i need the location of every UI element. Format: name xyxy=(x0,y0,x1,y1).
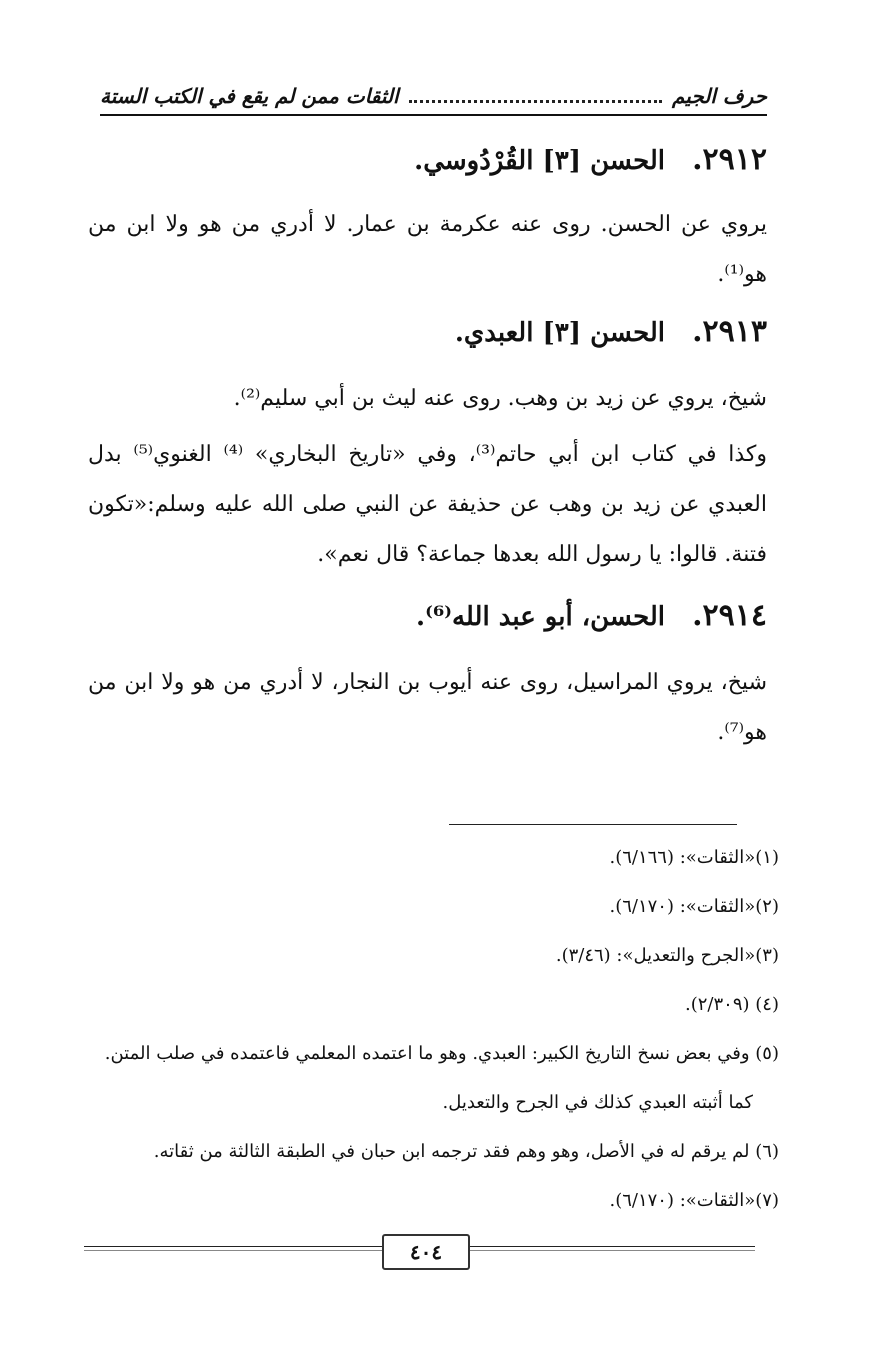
footnote: (٧)«الثقات»: (٦/١٧٠). xyxy=(609,1190,779,1211)
footnote: (٢)«الثقات»: (٦/١٧٠). xyxy=(609,896,779,917)
footnote-continuation: كما أثبته العبدي كذلك في الجرح والتعديل. xyxy=(442,1092,753,1113)
entry-paragraph: يروي عن الحسن. روى عنه عكرمة بن عمار. لا أدري من هو ولا ابن من هو⁽¹⁾. xyxy=(88,212,767,287)
header-dot-leader xyxy=(409,90,662,103)
running-header xyxy=(100,84,767,116)
entry-paragraph: وكذا في كتاب ابن أبي حاتم⁽³⁾، وفي «تاريخ البخاري» ⁽⁴⁾ الغنوي⁽⁵⁾ بدل العبدي عن زيد بن وهب عن حذيفة عن النبي صلى الله عليه وسلم:«تكون فتنة. قالوا: يا رسول الله بعدها جماعة؟ قال نعم». xyxy=(88,442,767,567)
entry-name: الحسن [٣] العبدي. xyxy=(454,318,666,348)
entry-number: ٢٩١٣. xyxy=(692,314,767,349)
footnote: (١)«الثقات»: (٦/١٦٦). xyxy=(609,847,779,868)
footnotes xyxy=(60,838,779,1230)
entry-heading xyxy=(100,314,767,349)
page-footer xyxy=(84,1234,755,1274)
footnote: (٤) (٢/٣٠٩). xyxy=(685,994,779,1015)
entry-name: الحسن، أبو عبد الله⁽⁶⁾. xyxy=(416,602,666,632)
footnote: (٥) وفي بعض نسخ التاريخ الكبير: العبدي. وهو ما اعتمده المعلمي فاعتمده في صلب المتن. xyxy=(104,1043,779,1064)
footnote: (٦) لم يرقم له في الأصل، وهو وهم فقد ترجمه ابن حبان في الطبقة الثالثة من ثقاته. xyxy=(153,1141,779,1162)
header-book-title: الثقات ممن لم يقع في الكتب الستة xyxy=(100,84,399,108)
entry-paragraph: شيخ، يروي عن زيد بن وهب. روى عنه ليث بن أبي سليم⁽²⁾. xyxy=(233,386,767,411)
entry-heading xyxy=(100,598,767,633)
footnote: (٣)«الجرح والتعديل»: (٣/٤٦). xyxy=(555,945,779,966)
entry-paragraph: شيخ، يروي المراسيل، روى عنه أيوب بن النجار، لا أدري من هو ولا ابن من هو⁽⁷⁾. xyxy=(88,670,767,745)
entry-heading xyxy=(100,142,767,177)
page-number: ٤٠٤ xyxy=(382,1234,470,1270)
entry-number: ٢٩١٢. xyxy=(692,142,767,177)
entry-name: الحسن [٣] القُرْدُوسي. xyxy=(414,146,666,176)
entry-number: ٢٩١٤. xyxy=(692,598,767,633)
header-section: حرف الجيم xyxy=(672,84,767,108)
footnote-separator xyxy=(449,824,737,825)
